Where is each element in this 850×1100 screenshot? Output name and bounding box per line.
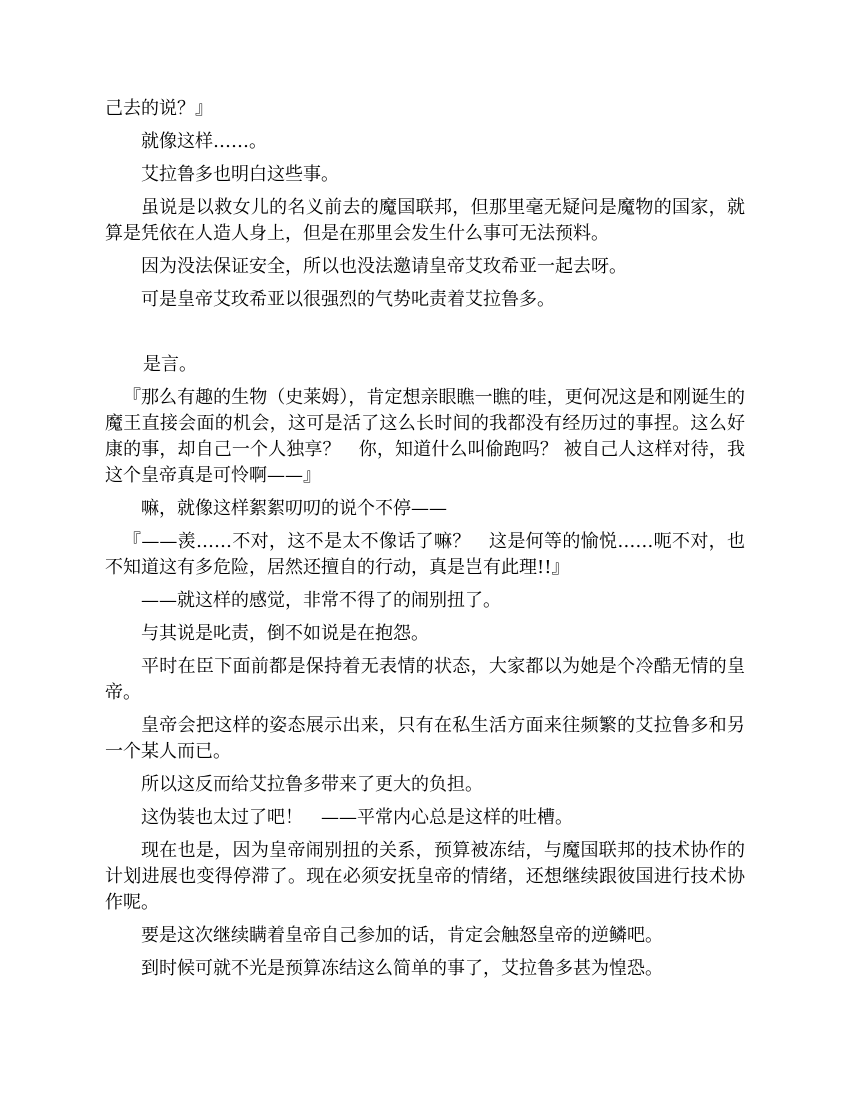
quote-paragraph: 『那么有趣的生物（史莱姆），肯定想亲眼瞧一瞧的哇，更何况这是和刚诞生的魔王直接会面的机会，这可是活了这么长时间的我都没有经历过的事捏。这么好康的事，却自己一个人独享？ 你，知道什么叫偷跑吗？ 被自己人这样对待，我这个皇帝真是可怜啊——』 bbox=[105, 387, 745, 486]
paragraph: ——就这样的感觉，非常不得了的闹别扭了。 bbox=[141, 590, 501, 611]
paragraph: 平时在臣下面前都是保持着无表情的状态，大家都以为她是个冷酷无情的皇帝。 bbox=[105, 656, 745, 703]
paragraph: 到时候可就不光是预算冻结这么简单的事了，艾拉鲁多甚为惶恐。 bbox=[141, 958, 663, 979]
section-gap bbox=[105, 320, 745, 352]
paragraph: 这伪装也太过了吧！ ——平常内心总是这样的吐槽。 bbox=[141, 807, 573, 828]
paragraph: 就像这样……。 bbox=[141, 131, 267, 152]
paragraph: 要是这次继续瞒着皇帝自己参加的话，肯定会触怒皇帝的逆鳞吧。 bbox=[141, 925, 663, 946]
paragraph: 所以这反而给艾拉鲁多带来了更大的负担。 bbox=[141, 774, 483, 795]
paragraph: 虽说是以救女儿的名义前去的魔国联邦，但那里毫无疑问是魔物的国家，就算是凭依在人造人身上，但是在那里会发生什么事可无法预料。 bbox=[105, 197, 745, 244]
paragraph: 现在也是，因为皇帝闹别扭的关系，预算被冻结，与魔国联邦的技术协作的计划进展也变得停滞了。现在必须安抚皇帝的情绪，还想继续跟彼国进行技术协作呢。 bbox=[105, 840, 745, 913]
paragraph: 与其说是叱责，倒不如说是在抱怨。 bbox=[141, 623, 429, 644]
paragraph: 因为没法保证安全，所以也没法邀请皇帝艾玫希亚一起去呀。 bbox=[141, 256, 627, 277]
paragraph: 嘛，就像这样絮絮叨叨的说个不停—— bbox=[141, 498, 447, 519]
quote-paragraph: 『——羡……不对，这不是太不像话了嘛？ 这是何等的愉悦……呃不对，也不知道这有多危险，居然还擅自的行动，真是岂有此理!!』 bbox=[105, 531, 745, 578]
paragraph: 是言。 bbox=[143, 354, 197, 375]
paragraph: 可是皇帝艾玫希亚以很强烈的气势叱责着艾拉鲁多。 bbox=[141, 289, 555, 310]
paragraph: 艾拉鲁多也明白这些事。 bbox=[141, 164, 339, 185]
paragraph: 皇帝会把这样的姿态展示出来，只有在私生活方面来往频繁的艾拉鲁多和另一个某人而已。 bbox=[105, 715, 745, 762]
paragraph: 己去的说？』 bbox=[105, 98, 213, 119]
document-page bbox=[105, 96, 745, 989]
